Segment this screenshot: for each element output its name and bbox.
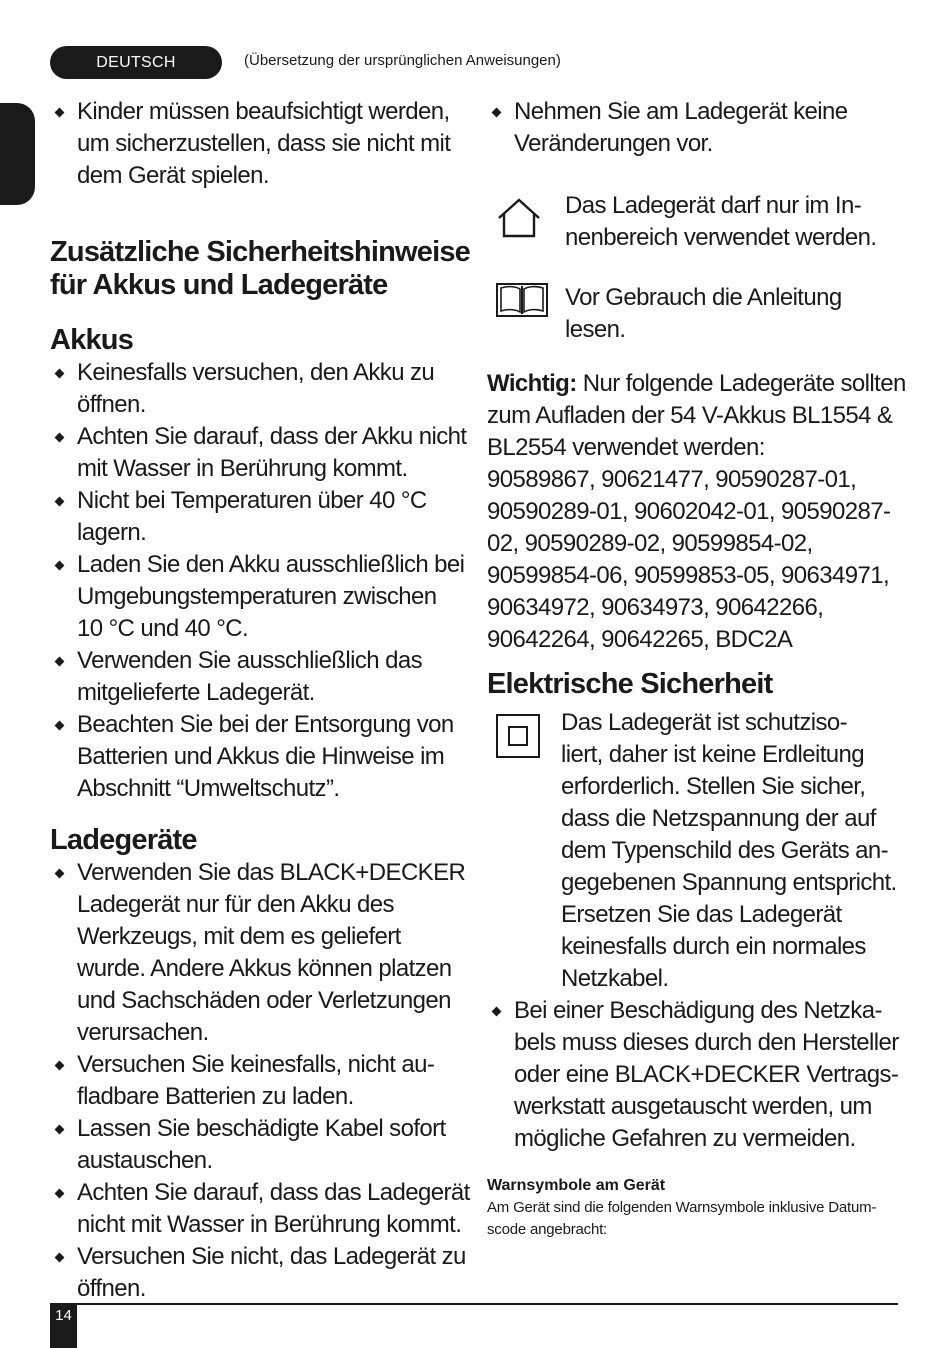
list-item: Laden Sie den Akku ausschließlich bei Umgebungstemperaturen zwischen 10 °C und 40 °C.: [50, 549, 470, 645]
book-icon: [495, 280, 549, 320]
footer-rule: [50, 1303, 898, 1305]
modification-bullet: [487, 96, 907, 160]
translation-note: (Übersetzung der ursprünglichen Anweisungen): [244, 52, 561, 69]
diamond-bullet-icon: [55, 1253, 65, 1263]
diamond-bullet-icon: [55, 657, 65, 667]
list-item: Keinesfalls versuchen, den Akku zu öffnen.: [50, 357, 470, 421]
side-tab-marker: [0, 103, 35, 205]
list-item: Versuchen Sie nicht, das Ladegerät zu öffnen.: [50, 1241, 470, 1305]
warn-symbols-heading: Warnsymbole am Gerät: [487, 1177, 666, 1194]
akkus-list: [50, 357, 470, 805]
diamond-bullet-icon: [55, 1061, 65, 1071]
diamond-bullet-icon: [55, 721, 65, 731]
list-item: Bei einer Beschädigung des Netzka- bels muss dieses durch den Hersteller oder eine BLACK+DECKER Vertrags- werkstatt ausgetauscht werden, um mögliche Gefahren zu vermeiden.: [487, 995, 907, 1155]
akkus-heading: Akkus: [50, 324, 134, 356]
diamond-bullet-icon: [55, 108, 65, 118]
list-item: Versuchen Sie keinesfalls, nicht au- fladbare Batterien zu laden.: [50, 1049, 470, 1113]
ladegeraete-heading: Ladegeräte: [50, 824, 197, 856]
list-item: Lassen Sie beschädigte Kabel sofort austauschen.: [50, 1113, 470, 1177]
page-number: 14: [50, 1303, 77, 1348]
list-item: Nicht bei Temperaturen über 40 °C lagern.: [50, 485, 470, 549]
list-item: Achten Sie darauf, dass das Ladegerät nicht mit Wasser in Berührung kommt.: [50, 1177, 470, 1241]
list-item: Verwenden Sie ausschließlich das mitgelieferte Ladegerät.: [50, 645, 470, 709]
diamond-bullet-icon: [55, 561, 65, 571]
wichtig-label: Wichtig:: [487, 370, 577, 397]
diamond-bullet-icon: [55, 497, 65, 507]
ladegeraete-list: [50, 857, 470, 1305]
cable-bullet: [487, 995, 907, 1155]
diamond-bullet-icon: [55, 1125, 65, 1135]
diamond-bullet-icon: [55, 869, 65, 879]
list-item: Kinder müssen beaufsichtigt werden, um sicherzustellen, dass sie nicht mit dem Gerät spielen.: [50, 96, 470, 192]
section-heading: Zusätzliche Sicherheitshinweise für Akkus und Ladegeräte: [50, 236, 471, 301]
list-item: Achten Sie darauf, dass der Akku nicht mit Wasser in Berührung kommt.: [50, 421, 470, 485]
diamond-bullet-icon: [55, 433, 65, 443]
read-manual-notice: Vor Gebrauch die Anleitung lesen.: [487, 282, 907, 346]
language-label: DEUTSCH: [50, 46, 222, 79]
list-item: Beachten Sie bei der Entsorgung von Batterien und Akkus die Hinweise im Abschnitt “Umweltschutz”.: [50, 709, 470, 805]
elektrische-heading: Elektrische Sicherheit: [487, 668, 773, 700]
list-item: Verwenden Sie das BLACK+DECKER Ladegerät nur für den Akku des Werkzeugs, mit dem es geliefert wurde. Andere Akkus können platzen und Sachschäden oder Verletzungen verursachen.: [50, 857, 470, 1049]
diamond-bullet-icon: [492, 1007, 502, 1017]
warn-symbols-text: Am Gerät sind die folgenden Warnsymbole inklusive Datum- scode angebracht:: [487, 1199, 877, 1238]
diamond-bullet-icon: [55, 1189, 65, 1199]
wichtig-paragraph: Wichtig: Nur folgende Ladegeräte sollten zum Aufladen der 54 V-Akkus BL1554 & BL2554 verwendet werden: 90589867, 90621477, 90590287-01, 90590289-01, 90602042-01, 90590287- 02, 90590289-02, 90599854-02, 90599854-06, 90599853-05, 90634971, 90634972, 90634973, 90642266, 90642264, 90642265, BDC2A: [487, 370, 906, 653]
house-icon: [495, 196, 543, 240]
diamond-bullet-icon: [55, 369, 65, 379]
diamond-bullet-icon: [492, 108, 502, 118]
list-item: Nehmen Sie am Ladegerät keine Veränderungen vor.: [487, 96, 907, 160]
left-column: [50, 96, 470, 1305]
intro-bullets: [50, 96, 470, 192]
double-insulation-notice: Das Ladegerät ist schutziso- liert, daher ist keine Erdleitung erforderlich. Stellen Sie sicher, dass die Netzspannung der auf dem Typenschild des Geräts an- gegebenen Spannung entspricht. Ersetzen Sie das Ladegerät keinesfalls durch ein normales Netzkabel.: [487, 707, 907, 995]
double-insulation-icon: [495, 713, 541, 759]
right-column: [487, 96, 907, 1241]
indoor-use-notice: Das Ladegerät darf nur im In- nenbereich verwendet werden.: [487, 190, 907, 254]
